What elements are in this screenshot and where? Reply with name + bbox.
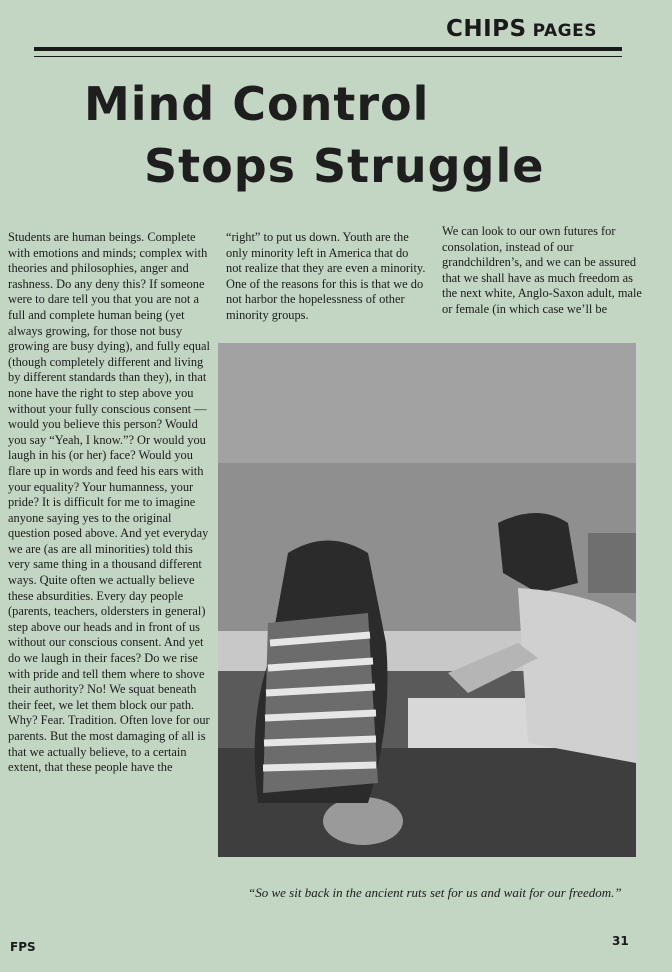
headline-line-1: Mind Control xyxy=(84,77,430,131)
article-column-3: We can look to our own futures for consolation, instead of our grandchildren’s, and we can be assured that we shall have as much freedom as the next white, Anglo-Saxon adult, male or female (in which case we’ll be xyxy=(442,224,642,316)
section-subname: PAGES xyxy=(532,21,597,41)
header-rule-thin xyxy=(34,56,622,57)
page-number: 31 xyxy=(612,934,629,948)
footer-publication: FPS xyxy=(10,940,36,954)
article-column-1: Students are human beings. Complete with emotions and minds; complex with theories and philosophies, anger and rashness. Do any deny this? If someone were to dare tell you that you are not a full and complete human being (yet always growing, for those not busy growing are busy dying), and fully equal (though completely different and living by different standards than they), in that none have the right to step above you without your fully conscious consent — would you believe this person? Would you say “Yeah, I know.”? Or would you laugh in his (or her) face? Would you flare up in words and feed his ears with your equality? Your humanness, your pride? It is difficult for me to imagine anyone saying yes to the original question posed above. And yet everyday we are (as are all minorities) told this very same thing in a thousand different ways. Quite often we actually believe these absurdities. Every day people (parents, teachers, oldersters in general) step above our heads and in front of us without our conscious consent. And yet do we laugh in their faces? Do we rise with pride and tell them where to shove their authority? No! We squat beneath their feet, we let them block our path. Why? Fear. Tradition. Often love for our parents. But the most damaging of all is that we actually believe, to a certain extent, that these people have the xyxy=(8,230,210,775)
section-name: CHIPS xyxy=(446,16,527,42)
article-column-2: “right” to put us down. Youth are the only minority left in America that do not realize that they are even a minority. One of the reasons for this is that we do not harbor the hopelessness of other minority groups. xyxy=(226,230,426,322)
headline-line-2: Stops Struggle xyxy=(144,139,545,193)
classroom-photo xyxy=(218,343,636,857)
header-rule-thick xyxy=(34,47,622,51)
section-header xyxy=(446,16,597,42)
photo-caption: “So we sit back in the ancient ruts set for us and wait for our freedom.” xyxy=(248,885,622,900)
